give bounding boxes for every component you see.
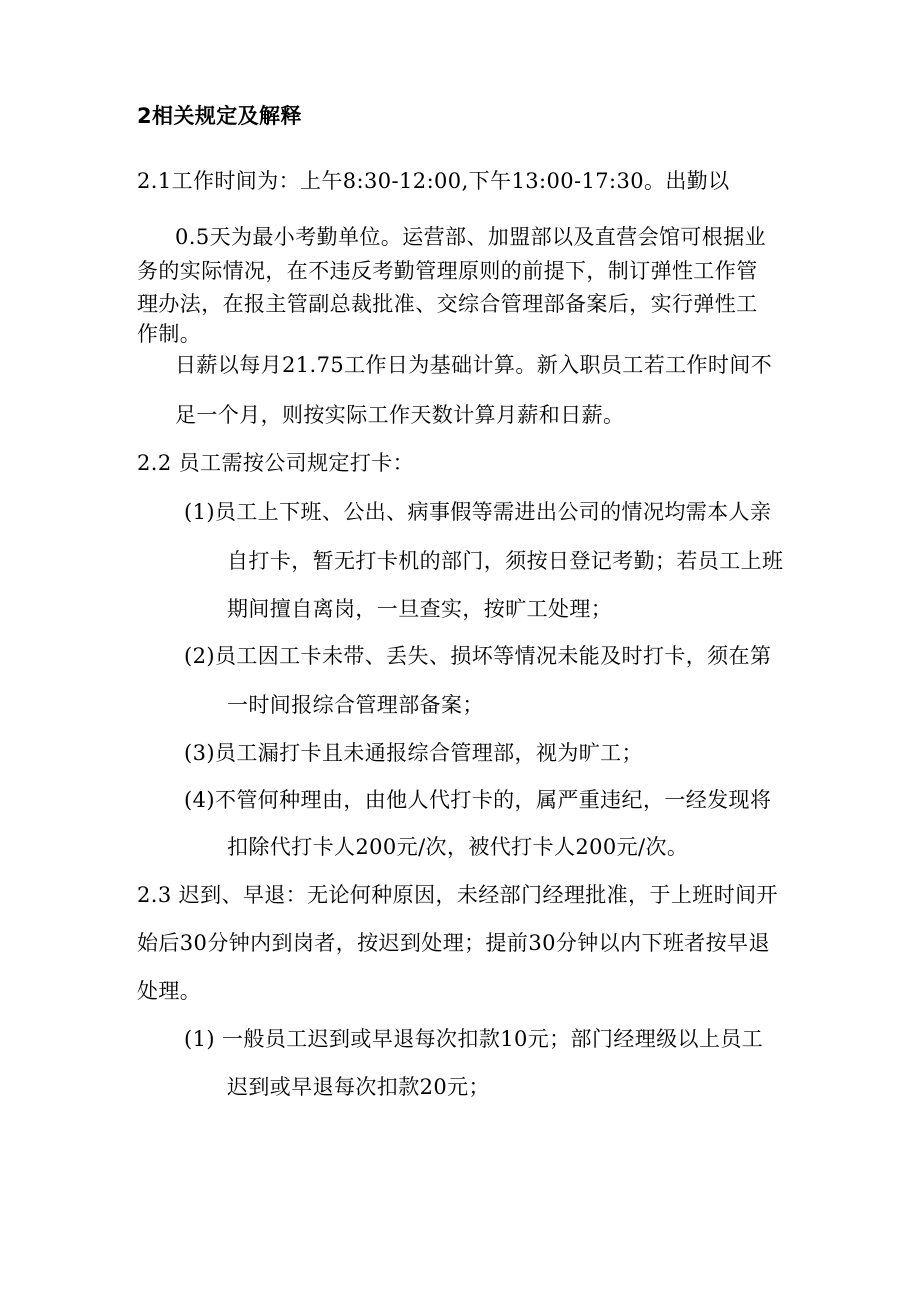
- section-2-3-item-1-line-2: 迟到或早退每次扣款20元；: [227, 1075, 490, 1099]
- section-2-2-item-4-line-2: 扣除代打卡人200元/次，被代打卡人200元/次。: [227, 835, 689, 859]
- section-2-2-item-4-line-1: (4)不管何种理由，由他人代打卡的，属严重违纪，一经发现将: [184, 788, 772, 812]
- section-2-3-line-1: 2.3 迟到、早退：无论何种原因，未经部门经理批准，于上班时间开: [137, 883, 778, 907]
- section-2-2-item-3-line-1: (3)员工漏打卡且未通报综合管理部，视为旷工；: [184, 741, 643, 765]
- section-2-2-item-1-line-2: 自打卡，暂无打卡机的部门，须按日登记考勤；若员工上班: [227, 549, 784, 573]
- section-2-2-item-1-line-3: 期间擅自离岗，一旦查实，按旷工处理；: [227, 597, 613, 621]
- section-2-2-item-2-line-2: 一时间报综合管理部备案；: [227, 693, 484, 717]
- section-2-1-line-3: 务的实际情况，在不违反考勤管理原则的前提下，制订弹性工作管: [137, 259, 758, 283]
- section-2-1-line-4: 理办法，在报主管副总裁批准、交综合管理部备案后，实行弹性工: [137, 292, 758, 316]
- section-heading: 2相关规定及解释: [137, 104, 302, 128]
- section-2-1-line-6: 日薪以每月21.75工作日为基础计算。新入职员工若工作时间不: [175, 353, 773, 377]
- section-2-3-item-1-line-1: (1) 一般员工迟到或早退每次扣款10元；部门经理级以上员工: [184, 1027, 764, 1051]
- section-2-2-title: 2.2 员工需按公司规定打卡：: [137, 451, 415, 475]
- section-2-1-line-1: 2.1工作时间为：上午8:30-12:00,下午13:00-17:30。出勤以: [137, 169, 730, 193]
- section-2-3-line-3: 处理。: [137, 979, 202, 1003]
- section-2-1-line-2: 0.5天为最小考勤单位。运营部、加盟部以及直营会馆可根据业: [175, 225, 766, 249]
- section-2-1-line-7: 足一个月，则按实际工作天数计算月薪和日薪。: [175, 403, 625, 427]
- section-2-2-item-1-line-1: (1)员工上下班、公出、病事假等需进出公司的情况均需本人亲: [184, 500, 772, 524]
- section-2-3-line-2: 始后30分钟内到岗者，按迟到处理；提前30分钟以内下班者按早退: [137, 931, 770, 955]
- section-2-1-line-5: 作制。: [137, 322, 202, 346]
- section-2-2-item-2-line-1: (2)员工因工卡未带、丢失、损坏等情况未能及时打卡，须在第: [184, 644, 772, 668]
